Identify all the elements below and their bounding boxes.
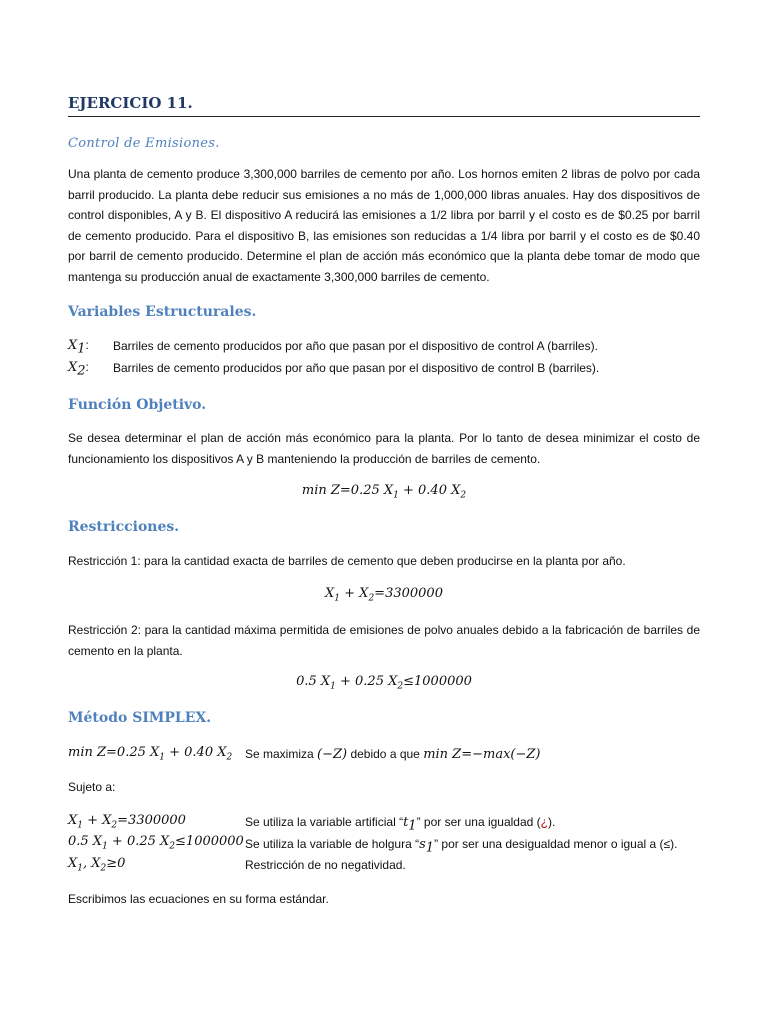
c1n-var: t: [403, 815, 409, 830]
exercise-title: EJERCICIO 11.: [68, 94, 193, 112]
c2n-end: ” por ser una desigualdad menor o igual a (≤).: [434, 837, 678, 851]
r1-s1: 1: [334, 593, 341, 604]
constraint-2-note: [245, 837, 677, 855]
x2-colon: :: [85, 360, 89, 374]
objective-equation: [68, 483, 700, 501]
c1n-sym: ¿: [540, 815, 548, 829]
c3-a: X: [68, 856, 78, 871]
x2-index: 2: [77, 363, 86, 379]
note-math1: (−Z): [317, 747, 348, 762]
c3-b: , X: [83, 856, 101, 871]
r1-b: + X: [340, 586, 369, 601]
objective-text: Se desea determinar el plan de acción más económico para la planta. Por lo tanto de desea minimizar el costo de funcionamiento los dispositivos A y B manteniendo la producción de barriles de cemento.: [68, 431, 700, 466]
c2-c: ≤1000000: [175, 834, 244, 849]
constraint-2: [68, 834, 244, 852]
note-mid: debido a que: [347, 747, 424, 761]
x1-index: 1: [77, 341, 86, 357]
simplex-objective: [68, 745, 232, 763]
problem-statement: Una planta de cemento produce 3,300,000 barriles de cemento por año. Los hornos emiten 2 libras de polvo por cada barril producido. La planta debe reducir sus emisiones a no más de 1,000,000 libras anuales. Hay dos dispositivos de control disponibles, A y B. El dispositivo A reducirá las emisiones a 1/2 libra por barril y el costo es de $0.25 por barril de cemento producido. Para el dispositivo B, las emisiones son reducidas a 1/4 libra por barril y el costo es de $0.40 por barril de cemento producido. Determine el plan de acción más económico que la planta debe tomar de modo que mantenga su producción anual de exactamente 3,300,000 barriles de cemento.: [68, 167, 700, 284]
variable-x2: [68, 360, 600, 379]
closing-text: Escribimos las ecuaciones en su forma estándar.: [68, 892, 329, 906]
simplex-objective-note: [245, 747, 540, 762]
x2-symbol: X: [68, 360, 78, 375]
c2-s1: 1: [102, 841, 108, 852]
so-b: =0.25 X: [106, 745, 160, 760]
constraint-3-note: Restricción de no negatividad.: [245, 858, 406, 872]
so-s2: 2: [226, 752, 233, 763]
x2-description: Barriles de cemento producidos por año que pasan por el dispositivo de control B (barriles).: [113, 361, 600, 375]
c3-s2: 2: [100, 863, 107, 874]
c2n-pre: Se utiliza la variable de holgura “: [245, 837, 420, 851]
c1n-mid: ” por ser una igualdad (: [416, 815, 541, 829]
restriction-2-text: Restricción 2: para la cantidad máxima permitida de emisiones de polvo anuales debido a la fabricación de barriles de cemento en la planta.: [68, 623, 700, 658]
eq-sub2: 2: [460, 490, 467, 501]
constraint-1: [68, 813, 186, 831]
restriction-1-equation: [68, 586, 700, 604]
c1n-end: ).: [548, 815, 556, 829]
c2-s2: 2: [169, 841, 176, 852]
eq-sub1: 1: [393, 490, 399, 501]
eq-term1: =0.25 X: [339, 483, 394, 498]
r2-s1: 1: [330, 681, 336, 692]
constraint-1-note: [245, 815, 555, 833]
subject-to-label: Sujeto a:: [68, 780, 116, 794]
r1-s2: 2: [368, 593, 375, 604]
restrictions-heading: Restricciones.: [68, 519, 180, 535]
so-a: min Z: [68, 745, 107, 760]
constraint-3: [68, 856, 125, 874]
so-s1: 1: [159, 752, 165, 763]
r2-a: 0.5 X: [296, 674, 331, 689]
r2-b: + 0.25 X: [335, 674, 398, 689]
c2n-var-sub: 1: [425, 840, 435, 856]
eq-term2: + 0.40 X: [398, 483, 461, 498]
c1-c: =3300000: [117, 813, 186, 828]
restriction-2-equation: [68, 674, 700, 692]
c1-s1: 1: [77, 820, 83, 831]
c1n-var-sub: 1: [408, 818, 417, 834]
eq-lhs: min Z: [301, 483, 340, 498]
c2n-var: s: [419, 837, 426, 852]
c1-b: + X: [83, 813, 112, 828]
x1-colon: :: [85, 338, 89, 352]
note-pre: Se maximiza: [245, 747, 318, 761]
restriction-1-text: Restricción 1: para la cantidad exacta de barriles de cemento que deben producirse en la planta por año.: [68, 554, 626, 568]
x1-description: Barriles de cemento producidos por año que pasan por el dispositivo de control A (barriles).: [113, 339, 598, 353]
objective-heading: Función Objetivo.: [68, 397, 207, 413]
c3-c: ≥0: [106, 856, 126, 871]
c3-s1: 1: [77, 863, 83, 874]
variables-heading: Variables Estructurales.: [68, 304, 257, 320]
title-rule: [68, 116, 700, 117]
c1n-pre: Se utiliza la variable artificial “: [245, 815, 404, 829]
c2-a: 0.5 X: [68, 834, 103, 849]
x1-symbol: X: [68, 338, 78, 353]
so-c: + 0.40 X: [165, 745, 227, 760]
r2-s2: 2: [397, 681, 404, 692]
c2-b: + 0.25 X: [107, 834, 170, 849]
exercise-subtitle: Control de Emisiones.: [68, 136, 220, 151]
variable-x1: [68, 338, 598, 357]
c1-a: X: [68, 813, 78, 828]
simplex-heading: Método SIMPLEX.: [68, 710, 212, 726]
r1-a: X: [325, 586, 335, 601]
c1-s2: 2: [111, 820, 118, 831]
note-math2: min Z=−max(−Z): [423, 747, 541, 762]
r2-c: ≤1000000: [403, 674, 472, 689]
r1-c: =3300000: [374, 586, 443, 601]
